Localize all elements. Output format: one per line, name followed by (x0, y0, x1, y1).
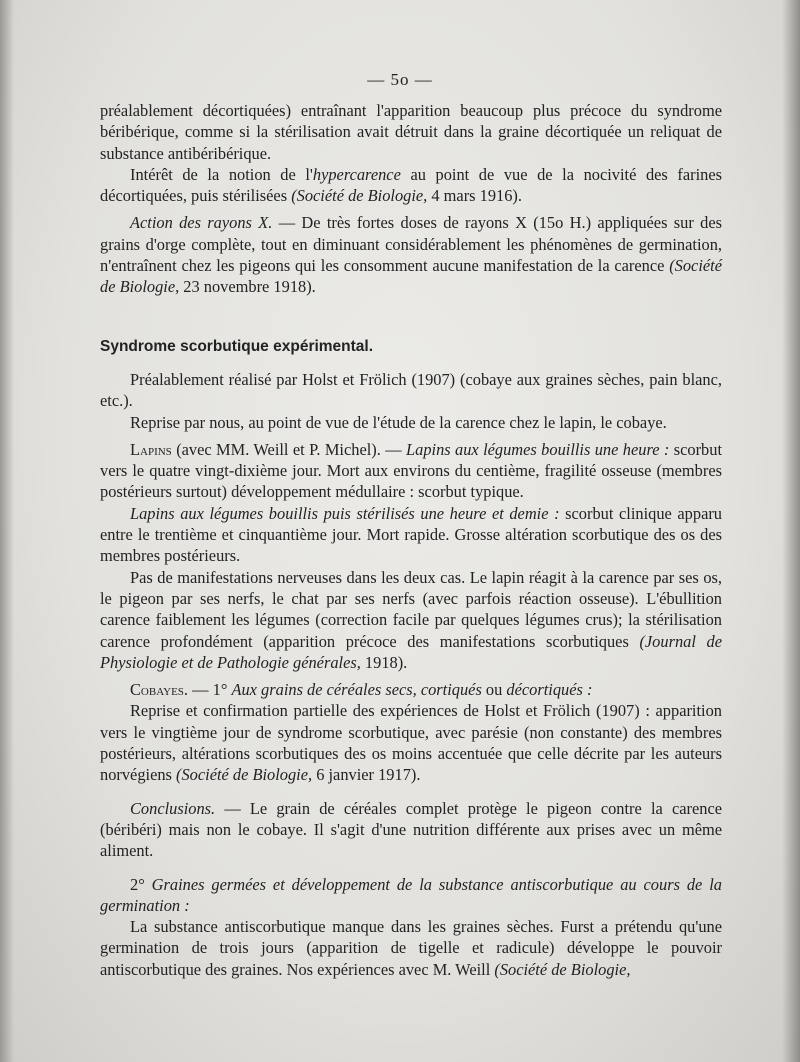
paragraph-lapins: Lapins (avec MM. Weill et P. Michel). — Lapins aux légumes bouillis une heure : scorbut vers le quatre vingt-dixième jour. Mort aux environs du centième, fragilité osseuse (membres postérieurs surtout) développement médullaire : scorbut typique. (100, 439, 722, 502)
paragraph-reprise: Reprise par nous, au point de vue de l'étude de la carence chez le lapin, le cobaye. (130, 412, 667, 432)
paragraph-cobayes: Cobayes. — 1° Aux grains de céréales secs, cortiqués ou décortiqués : (130, 680, 593, 700)
scan-edge-right (782, 0, 800, 1062)
paragraph-conclusions: Conclusions. — Le grain de céréales complet protège le pigeon contre la carence (béribéri) mais non le cobaye. Il s'agit d'une nutrition différente aux prises avec un même aliment. (100, 798, 722, 861)
page-body (100, 100, 722, 980)
paragraph-continuation: préalablement décortiquées) entraînant l'apparition beaucoup plus précoce du syndrome béribérique, comme si la stérilisation avait détruit dans la graine décortiquée un reliquat de substance antibéribérique. (100, 101, 722, 163)
paragraph-holst-frolich: Préalablement réalisé par Holst et Frölich (1907) (cobaye aux graines sèches, pain blanc, etc.). (100, 369, 722, 411)
paragraph-graines-germees: 2° Graines germées et développement de la substance antiscorbutique au cours de la germination : (100, 874, 722, 915)
paragraph-rayons-x: Action des rayons X. — De très fortes doses de rayons X (15o H.) appliquées sur des grains d'orge complète, tout en diminuant considérablement les phénomènes de germination, n'entraînent chez les pigeons qui les consomment aucune manifestation de la carence (Société de Biologie, 23 novembre 1918). (100, 213, 722, 297)
scan-edge-left (0, 0, 14, 1062)
paragraph-hypercarence: Intérêt de la notion de l'hypercarence au point de vue de la nocivité des farines décortiquées, puis stérilisées (Société de Biologie, 4 mars 1916). (100, 164, 722, 206)
section-heading: Syndrome scorbutique expérimental. (100, 337, 374, 355)
page-number: — 5o — (367, 70, 433, 89)
paragraph-manifestations: Pas de manifestations nerveuses dans les deux cas. Le lapin réagit à la carence par ses os, le pigeon par ses nerfs, le chat par ses nerfs (avec parfois réaction osseuse). L'ébullition carence faiblement les légumes (correction facile par quelques légumes crus); la stérilisation carence profondément (apparition précoce des manifestations scorbutiques (Journal de Physiologie et de Pathologie générales, 1918). (100, 567, 722, 672)
paragraph-lapins-sterilises: Lapins aux légumes bouillis puis stérilisés une heure et demie : scorbut clinique apparu entre le trentième et cinquantième jour. Mort rapide. Grosse altération scorbutique des os des membres postérieurs. (100, 503, 722, 566)
paragraph-substance: La substance antiscorbutique manque dans les graines sèches. Furst a prétendu qu'une germination de trois jours (apparition de tigelle et radicule) développe le pouvoir antiscorbutique des graines. Nos expériences avec M. Weill (Société de Biologie, (100, 917, 722, 979)
paragraph-confirmation: Reprise et confirmation partielle des expériences de Holst et Frölich (1907) : apparition vers le vingtième jour de syndrome scorbutique, avec parésie (non constante) des membres postérieurs, altérations scorbutiques des os moins accentuée que celle décrite par les auteurs norvégiens (Société de Biologie, 6 janvier 1917). (100, 701, 722, 785)
